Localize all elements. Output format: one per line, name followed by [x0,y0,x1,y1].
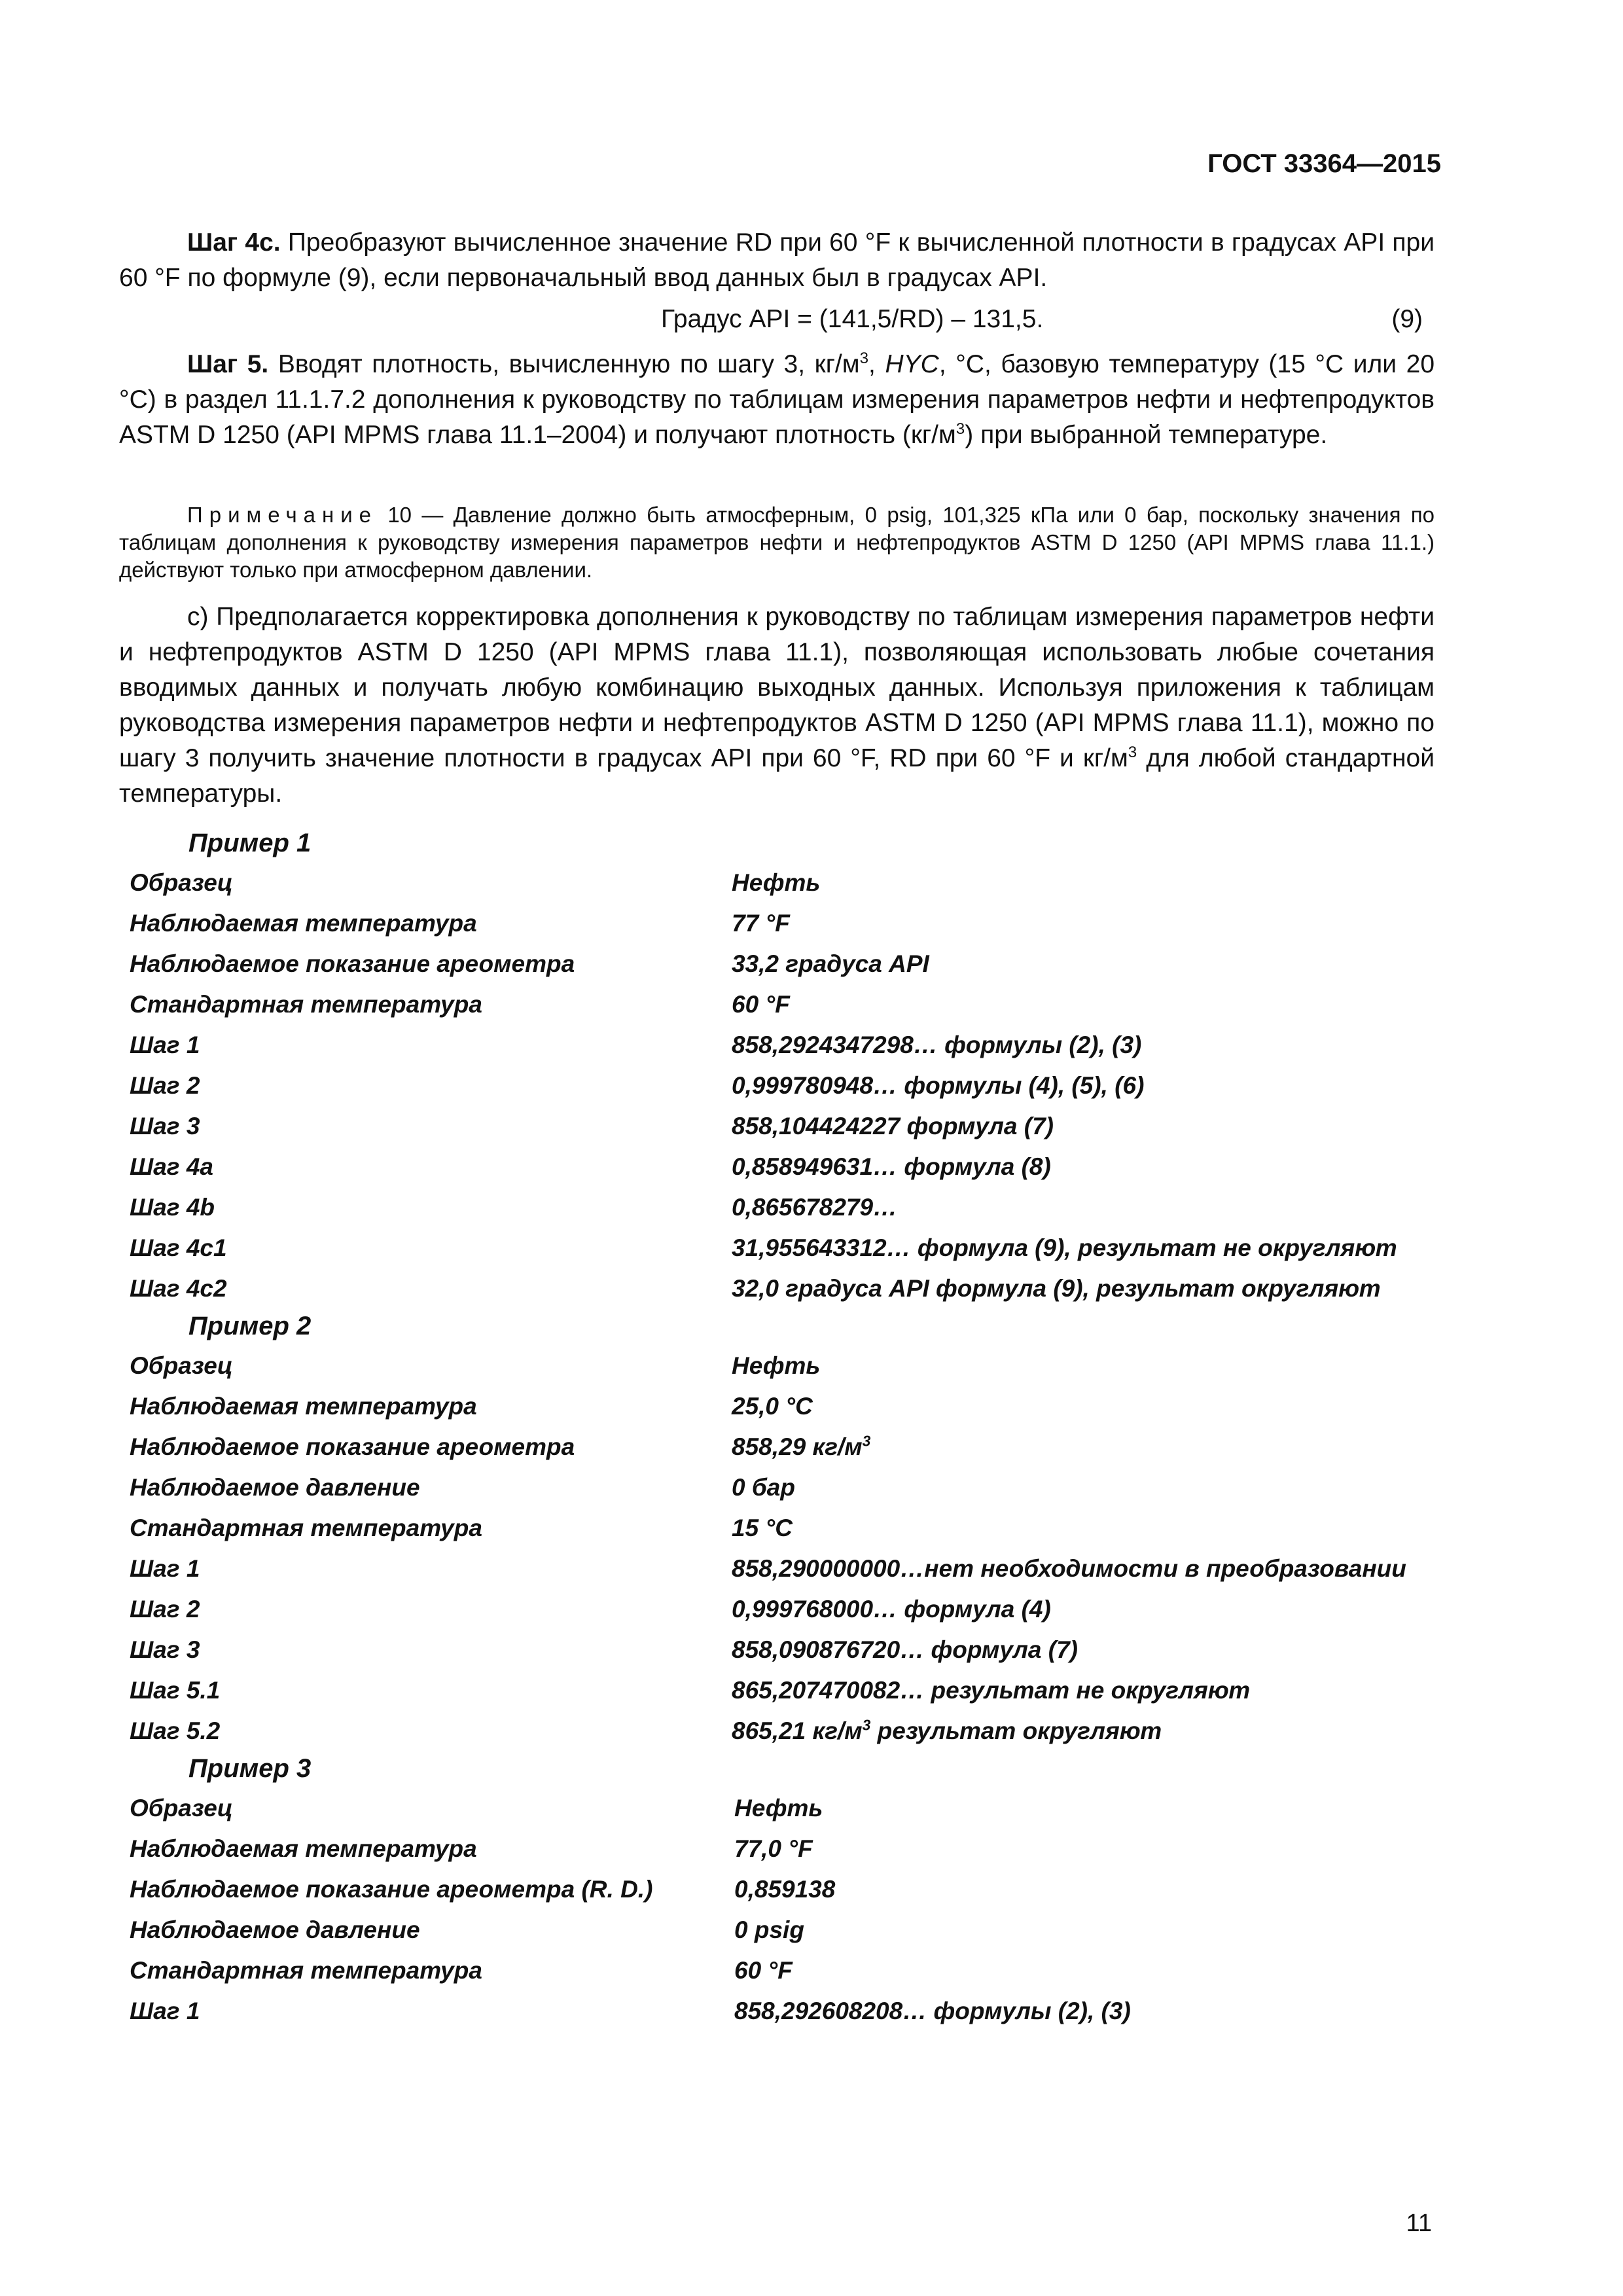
row-value: 0,865678279… [732,1194,898,1221]
example-3-row [130,1835,1438,1872]
row-value: 31,955643312… формула (9), результат не округляют [732,1234,1397,1261]
paragraph-c-text-b: для любой стандартной температуры. [119,744,1435,808]
example-3-row [130,1998,1438,2034]
row-label: Образец [130,869,233,896]
formula-9-expression: Градус API = (141,5/RD) – 131,5. [661,305,1044,333]
example-2-row [130,1717,1438,1754]
row-label: Шаг 1 [130,1555,200,1582]
row-label: Наблюдаемое давление [130,1916,420,1943]
example-2-row [130,1474,1438,1511]
note-prefix: Примечание [187,503,378,527]
row-label: Наблюдаемая температура [130,1393,477,1420]
row-label: Образец [130,1795,233,1821]
row-label: Шаг 3 [130,1113,200,1139]
row-value: 60 °F [732,991,790,1018]
row-value-with-sup [732,1717,1162,1745]
row-label: Наблюдаемая температура [130,1835,477,1862]
row-value: 0 psig [734,1916,804,1943]
row-label: Шаг 4с2 [130,1275,227,1302]
row-value: 858,290000000…нет необходимости в преобразовании [732,1555,1406,1582]
example-2-title: Пример 2 [188,1312,312,1340]
row-value: 858,29 кг/м [732,1433,863,1460]
row-label: Шаг 3 [130,1636,200,1663]
example-1-row [130,1072,1438,1109]
row-value: 60 °F [734,1957,793,1984]
formula-9 [119,305,1435,340]
step-5-text-c: , °С, базовую температуру (15 °С или 20 °С) в раздел 11.1.7.2 дополнения к руководству по таблицам измерения параметров нефти и нефтепродуктов ASTM D 1250 (API MPMS глава 11.1–2004) и получают плотность (кг/м [119,350,1435,449]
paragraph-c-sup: 3 [1128,744,1137,761]
row-value: 865,207470082… результат не округляют [732,1677,1251,1704]
example-2-row [130,1677,1438,1713]
row-label: Наблюдаемая температура [130,910,477,937]
row-value: 858,090876720… формула (7) [732,1636,1078,1663]
paragraph-c [119,600,1435,812]
row-label: Шаг 2 [130,1596,200,1623]
row-value: 32,0 градуса API формула (9), результат округляют [732,1275,1381,1302]
row-label: Образец [130,1352,233,1379]
row-value: 0 бар [732,1474,795,1501]
note-10 [119,501,1435,584]
row-label: Шаг 4b [130,1194,215,1221]
step-5-text-b: , [868,350,885,378]
row-label: Шаг 4а [130,1153,213,1180]
step-5-text-a: Вводят плотность, вычисленную по шагу 3, кг/м [268,350,860,378]
row-label: Наблюдаемое показание ареометра [130,950,575,977]
example-2-row [130,1555,1438,1592]
example-2-row [130,1636,1438,1673]
row-value: 77,0 °F [734,1835,813,1862]
example-1-row [130,869,1438,906]
row-value: 0,858949631… формула (8) [732,1153,1051,1180]
row-value: 858,292608208… формулы (2), (3) [734,1998,1131,2024]
example-1-row [130,1113,1438,1149]
row-label: Шаг 4с1 [130,1234,227,1261]
example-3-row [130,1876,1438,1912]
note-text: 10 — Давление должно быть атмосферным, 0 psig, 101,325 кПа или 0 бар, поскольку значения по таблицам дополнения к руководству измерения параметров нефти и нефтепродуктов ASTM D 1250 (API MPMS глава 11.1.) действуют только при атмосферном давлении. [119,503,1435,582]
example-1-row [130,950,1438,987]
example-2-row [130,1352,1438,1389]
row-value: Нефть [732,869,821,896]
row-label: Шаг 1 [130,1998,200,2024]
example-1-row [130,1234,1438,1271]
page-number: 11 [1406,2210,1432,2237]
row-label: Стандартная температура [130,1515,482,1541]
example-1-row [130,1153,1438,1190]
example-1-row [130,991,1438,1028]
example-1-row [130,1275,1438,1312]
step-4c-text: Преобразуют вычисленное значение RD при 60 °F к вычисленной плотности в градусах API при 60 °F по формуле (9), если первоначальный ввод данных был в градусах API. [119,228,1435,292]
example-3-row [130,1957,1438,1994]
example-1-title: Пример 1 [188,829,312,857]
example-2-row [130,1433,1438,1470]
row-value: Нефть [734,1795,823,1821]
example-3-row [130,1916,1438,1953]
document-header: ГОСТ 33364—2015 [1207,149,1441,178]
example-2-row [130,1393,1438,1429]
row-value: 77 °F [732,910,790,937]
step-5-text-d: ) при выбранной температуре. [965,421,1328,449]
row-label: Шаг 2 [130,1072,200,1099]
row-value: 33,2 градуса API [732,950,929,977]
row-value-with-sup [732,1433,870,1461]
row-value: 858,104424227 формула (7) [732,1113,1054,1139]
row-label: Шаг 5.2 [130,1717,221,1744]
row-value: 0,999780948… формулы (4), (5), (6) [732,1072,1145,1099]
example-2-row [130,1515,1438,1551]
formula-9-number: (9) [1391,305,1423,333]
row-label: Стандартная температура [130,1957,482,1984]
step-5-sup-b: 3 [955,420,965,438]
row-value-sup: 3 [862,1432,871,1450]
row-value-sup: 3 [862,1716,871,1734]
row-label: Наблюдаемое показание ареометра (R. D.) [130,1876,653,1903]
paragraph-c-text-a: с) Предполагается корректировка дополнения к руководству по таблицам измерения параметров нефти и нефтепродуктов ASTM D 1250 (API MPMS глава 11.1), позволяющая использовать любые сочетания вводимых данных и получать любую комбинацию выходных данных. Используя приложения к таблицам руководства измерения параметров нефти и нефтепродуктов ASTM D 1250 (API MPMS глава 11.1), можно по шагу 3 получить значение плотности в градусах API при 60 °F, RD при 60 °F и кг/м [119,603,1435,772]
row-value: Нефть [732,1352,821,1379]
row-value: 15 °С [732,1515,793,1541]
row-label: Наблюдаемое показание ареометра [130,1433,575,1460]
step-5-heading: Шаг 5. [187,350,269,378]
row-value: 858,2924347298… формулы (2), (3) [732,1031,1142,1058]
row-label: Наблюдаемое давление [130,1474,420,1501]
row-value: 865,21 кг/м [732,1717,863,1744]
step-4c-heading: Шаг 4с. [187,228,281,257]
step-5-hyc: HYC [885,350,939,378]
row-label: Стандартная температура [130,991,482,1018]
example-3-row [130,1795,1438,1831]
row-value: 0,859138 [734,1876,836,1903]
example-1-row [130,910,1438,946]
row-value: 25,0 °С [732,1393,813,1420]
row-value: 0,999768000… формула (4) [732,1596,1051,1623]
example-1-row [130,1194,1438,1230]
step-4c-paragraph [119,225,1435,296]
row-value-tail: результат округляют [870,1717,1162,1744]
row-label: Шаг 5.1 [130,1677,221,1704]
row-label: Шаг 1 [130,1031,200,1058]
step-5-sup-a: 3 [859,350,869,367]
example-1-row [130,1031,1438,1068]
example-2-row [130,1596,1438,1632]
example-3-title: Пример 3 [188,1754,312,1783]
step-5-paragraph [119,347,1435,453]
